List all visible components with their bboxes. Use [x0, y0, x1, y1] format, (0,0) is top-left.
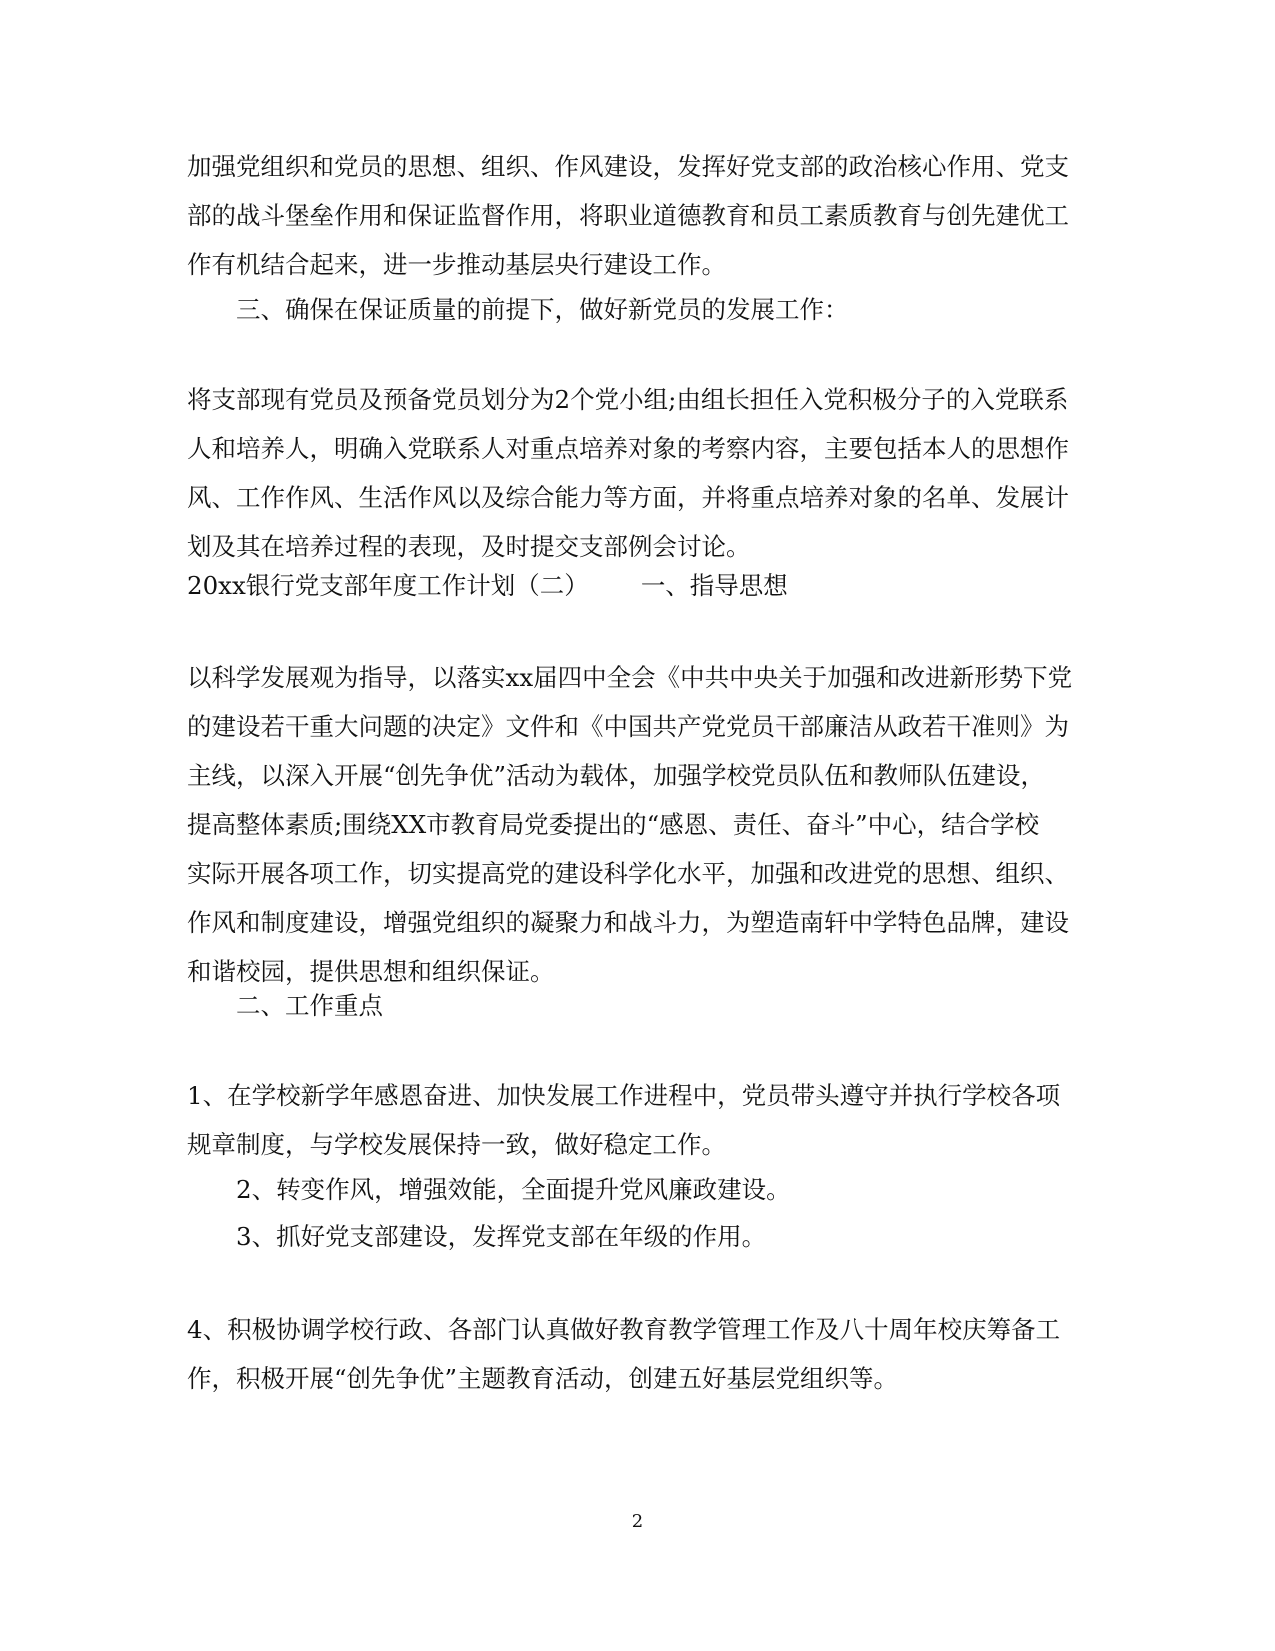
work-item-3: [187, 1212, 1087, 1261]
text-line: 部的战斗堡垒作用和保证监督作用，将职业道德教育和员工素质教育与创先建优工: [187, 201, 1069, 230]
text-line: 作有机结合起来，进一步推动基层央行建设工作。: [187, 250, 726, 279]
work-item-1: [187, 1071, 1087, 1169]
text-line: 以科学发展观为指导，以落实xx届四中全会《中共中央关于加强和改进新形势下党: [187, 663, 1073, 692]
plan-title: 20xx银行党支部年度工作计划（二）: [187, 571, 589, 600]
text-line: 主线，以深入开展“创先争优”活动为载体，加强学校党员队伍和教师队伍建设，: [187, 761, 1046, 790]
text-line: 3、抓好党支部建设，发挥党支部在年级的作用。: [236, 1222, 767, 1251]
text-line: 人和培养人，明确入党联系人对重点培养对象的考察内容，主要包括本人的思想作: [187, 434, 1069, 463]
paragraph-member-development: [187, 375, 1087, 571]
text-line: 加强党组织和党员的思想、组织、作风建设，发挥好党支部的政治核心作用、党支: [187, 152, 1069, 181]
section-heading-two: [187, 981, 1087, 1030]
heading-text: 三、确保在保证质量的前提下，做好新党员的发展工作：: [236, 295, 849, 324]
text-line: 和谐校园，提供思想和组织保证。: [187, 957, 555, 986]
section-heading-three: [187, 285, 1087, 334]
text-line: 2、转变作风，增强效能，全面提升党风廉政建设。: [236, 1175, 791, 1204]
text-line: 4、积极协调学校行政、各部门认真做好教育教学管理工作及八十周年校庆筹备工: [187, 1315, 1061, 1344]
work-item-4: [187, 1305, 1087, 1403]
section-heading-one: 一、指导思想: [640, 571, 788, 600]
plan-title-line: [187, 561, 1087, 610]
text-line: 提高整体素质;围绕XX市教育局党委提出的“感恩、责任、奋斗”中心，结合学校: [187, 810, 1040, 839]
text-line: 作，积极开展“创先争优”主题教育活动，创建五好基层党组织等。: [187, 1364, 899, 1393]
text-line: 将支部现有党员及预备党员划分为2个党小组;由组长担任入党积极分子的入党联系: [187, 385, 1069, 414]
text-line: 规章制度，与学校发展保持一致，做好稳定工作。: [187, 1130, 726, 1159]
paragraph-guiding-thought: [187, 653, 1087, 996]
heading-text: 二、工作重点: [236, 991, 383, 1020]
page-number: 2: [631, 1511, 644, 1532]
text-line: 风、工作作风、生活作风以及综合能力等方面，并将重点培养对象的名单、发展计: [187, 483, 1069, 512]
text-line: 划及其在培养过程的表现，及时提交支部例会讨论。: [187, 532, 751, 561]
text-line: 实际开展各项工作，切实提高党的建设科学化水平，加强和改进党的思想、组织、: [187, 859, 1069, 888]
work-item-2: [187, 1165, 1087, 1214]
text-line: 1、在学校新学年感恩奋进、加快发展工作进程中，党员带头遵守并执行学校各项: [187, 1081, 1061, 1110]
text-line: 的建设若干重大问题的决定》文件和《中国共产党党员干部廉洁从政若干准则》为: [187, 712, 1069, 741]
paragraph-party-building: [187, 142, 1087, 289]
text-line: 作风和制度建设，增强党组织的凝聚力和战斗力，为塑造南轩中学特色品牌，建设: [187, 908, 1069, 937]
